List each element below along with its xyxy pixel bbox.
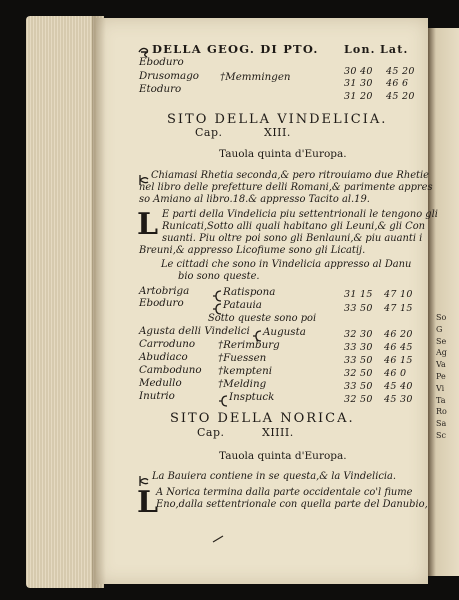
modern-name: †Rerimburg (218, 339, 280, 351)
fleuron-icon (138, 43, 150, 55)
place-name: Abudiaco (139, 351, 188, 363)
modern-name: †Memmingen (220, 71, 291, 83)
place-name: Eboduro (139, 56, 184, 68)
paragraph-line: Chiamasi Rhetia seconda,& pero ritrouiamo due Rhetie (151, 170, 430, 181)
lat-value: 45 20 (386, 91, 415, 102)
column-lon: Lon. (344, 43, 376, 56)
lon-value: 32 30 (344, 329, 373, 340)
fleuron-icon (138, 472, 150, 484)
facing-line: So (436, 313, 447, 322)
facing-line: Ta (436, 395, 446, 405)
bracket-icon (212, 300, 222, 310)
modern-name: Ratispona (223, 286, 276, 298)
paragraph-line: suanti. Piu oltre poi sono gli Benlauni,& piu auanti i (162, 233, 423, 244)
chapter-number: XIIII. (262, 426, 294, 439)
lat-value: 47 15 (384, 303, 413, 314)
lon-value: 31 15 (344, 289, 373, 300)
facing-line: Pe (436, 371, 446, 381)
drop-cap: L (137, 485, 159, 520)
lon-value: 33 50 (344, 355, 373, 366)
lon-value: 32 50 (344, 394, 373, 405)
place-name: Drusomago (139, 70, 199, 82)
paragraph-line: A Norica termina dalla parte occidentale co'l fiume (156, 487, 413, 498)
lon-value: 33 30 (344, 342, 373, 353)
lat-value: 46 6 (386, 78, 409, 89)
place-name: Camboduno (139, 364, 202, 376)
column-lat: Lat. (380, 43, 409, 56)
lon-value: 31 20 (344, 91, 373, 102)
lat-value: 46 20 (384, 329, 413, 340)
lon-value: 31 30 (344, 78, 373, 89)
chapter-label: Cap. (195, 126, 223, 139)
paragraph-line: Runicati,Sotto alli quali habitano gli Leuni,& gli Con (162, 221, 426, 232)
bracket-icon (212, 287, 222, 297)
modern-name: Augusta (263, 326, 306, 338)
facing-page-text (436, 312, 459, 442)
lat-value: 45 30 (384, 394, 413, 405)
modern-name: †Melding (218, 378, 267, 390)
facing-line: Vi (436, 383, 445, 393)
place-name: Eboduro (139, 297, 184, 309)
lat-value: 46 15 (384, 355, 413, 366)
running-head: DELLA GEOG. DI PTO. (152, 42, 319, 56)
modern-name: †kempteni (218, 365, 272, 377)
lat-value: 45 40 (384, 381, 413, 392)
paragraph-line: nel libro delle prefetture delli Romani,& parimente appres (139, 182, 433, 193)
place-name: Inutrio (139, 390, 175, 402)
lat-value: 46 0 (384, 368, 407, 379)
place-name: Medullo (139, 377, 182, 389)
map-reference: Tauola quinta d'Europa. (219, 148, 347, 160)
paragraph-line: E parti della Vindelicia piu settentrionali le tengono gli (162, 209, 438, 220)
bracket-icon (252, 327, 262, 337)
lon-value: 32 50 (344, 368, 373, 379)
facing-line: Sa (436, 419, 447, 429)
facing-line: Se (436, 336, 447, 346)
modern-name: Insptuck (229, 391, 275, 403)
paragraph-line: Sotto queste sono poi (208, 313, 317, 324)
facing-line: Sc (436, 430, 446, 440)
bracket-icon (218, 392, 228, 402)
lon-value: 30 40 (344, 66, 373, 77)
chapter-number: XIII. (264, 126, 291, 139)
lat-value: 47 10 (384, 289, 413, 300)
paragraph-line: Breuni,& appresso Licofiume sono gli Licatij. (139, 245, 366, 256)
lon-value: 33 50 (344, 381, 373, 392)
facing-line: G (436, 324, 443, 334)
lat-value: 46 45 (384, 342, 413, 353)
paragraph-line: Eno,dalla settentrionale con quella parte del Danubio, (156, 499, 428, 510)
drop-cap: L (137, 207, 159, 242)
paragraph-line: La Bauiera contiene in se questa,& la Vindelicia. (152, 471, 397, 482)
facing-line: Ag (436, 348, 447, 358)
gutter-shadow (92, 16, 106, 588)
map-reference: Tauola quinta d'Europa. (219, 450, 347, 462)
facing-line: Va (436, 360, 446, 370)
lat-value: 45 20 (386, 66, 415, 77)
lon-value: 33 50 (344, 303, 373, 314)
paragraph-line: so Amiano al libro.18.& appresso Tacito al.19. (139, 194, 370, 205)
paragraph-line: Le cittadi che sono in Vindelicia appresso al Danu (161, 259, 412, 270)
section-title: SITO DELLA VINDELICIA. (167, 112, 388, 127)
section-title: SITO DELLA NORICA. (170, 411, 355, 426)
modern-name: †Fuessen (218, 352, 267, 364)
modern-name: Patauia (223, 299, 262, 311)
place-name: Etoduro (139, 83, 182, 95)
facing-page (428, 28, 459, 576)
chapter-label: Cap. (197, 426, 225, 439)
place-name: Carroduno (139, 338, 196, 350)
paragraph-line: bio sono queste. (178, 271, 260, 282)
place-name: Artobriga (139, 285, 190, 297)
place-name: Agusta delli Vindelici (139, 325, 250, 337)
ink-mark (212, 528, 224, 547)
facing-line: Ro (436, 407, 447, 417)
